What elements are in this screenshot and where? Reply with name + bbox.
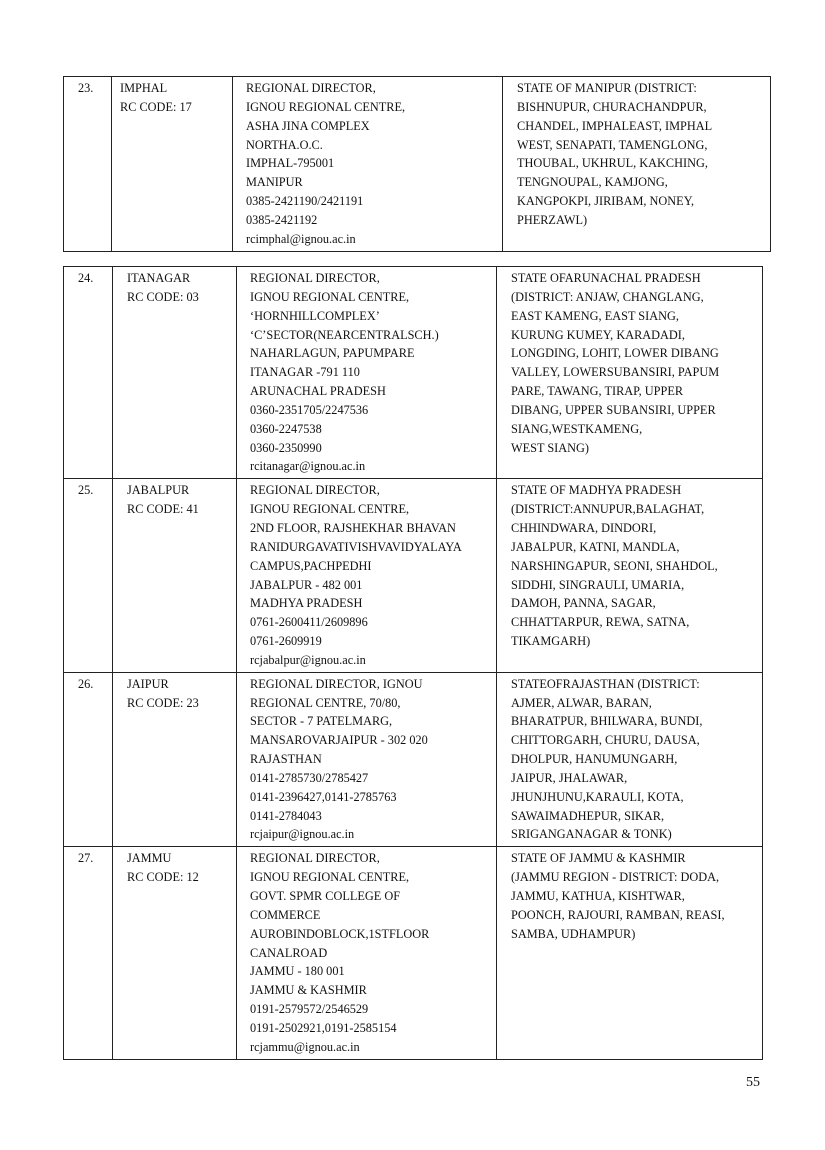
jurisdiction-line: BISHNUPUR, CHURACHANDPUR, bbox=[517, 99, 707, 114]
address-line: JABALPUR - 482 001 bbox=[250, 577, 363, 592]
centre-address bbox=[237, 267, 497, 479]
address-line: NORTHA.O.C. bbox=[246, 137, 323, 152]
entry-number bbox=[64, 479, 113, 672]
jurisdiction-line: WEST SIANG) bbox=[511, 440, 589, 455]
jurisdiction-line: (DISTRICT:ANNUPUR,BALAGHAT, bbox=[511, 502, 705, 517]
rc-table-2 bbox=[63, 266, 763, 1060]
jurisdiction-line: STATE OF MANIPUR (DISTRICT: bbox=[517, 81, 697, 95]
entry-number-text: 26. bbox=[78, 676, 94, 691]
jurisdiction-line: LONGDING, LOHIT, LOWER DIBANG bbox=[511, 346, 719, 361]
address-line: IGNOU REGIONAL CENTRE, bbox=[250, 502, 410, 517]
address-line: ‘HORNHILLCOMPLEX’ bbox=[250, 308, 380, 323]
address-line: 0141-2784043 bbox=[250, 808, 322, 823]
jurisdiction-line: PARE, TAWANG, TIRAP, UPPER bbox=[511, 384, 684, 399]
address-line: 0191-2579572/2546529 bbox=[250, 1002, 369, 1017]
centre-name: JAMMU bbox=[127, 851, 172, 866]
address-line: 0191-2502921,0191-2585154 bbox=[250, 1020, 397, 1035]
jurisdiction-line: TIKAMGARH) bbox=[511, 634, 591, 649]
jurisdiction-line: NARSHINGAPUR, SEONI, SHAHDOL, bbox=[511, 558, 718, 573]
entry-number-text: 25. bbox=[78, 483, 94, 498]
address-line: 0141-2785730/2785427 bbox=[250, 770, 369, 785]
jurisdiction-line: BHARATPUR, BHILWARA, BUNDI, bbox=[511, 714, 703, 729]
jurisdiction-line: (JAMMU REGION - DISTRICT: DODA, bbox=[511, 870, 720, 885]
address-line: RAJASTHAN bbox=[250, 752, 322, 767]
jurisdiction bbox=[503, 77, 771, 252]
table-row bbox=[64, 77, 771, 252]
jurisdiction bbox=[497, 267, 763, 479]
page-number: 55 bbox=[746, 1075, 760, 1090]
address-line: AUROBINDOBLOCK,1STFLOOR bbox=[250, 926, 430, 941]
jurisdiction-line: DIBANG, UPPER SUBANSIRI, UPPER bbox=[511, 402, 716, 417]
address-line: CANALROAD bbox=[250, 945, 328, 960]
address-line: rcimphal@ignou.ac.in bbox=[246, 231, 356, 246]
address-line: 0141-2396427,0141-2785763 bbox=[250, 789, 397, 804]
rc-code: RC CODE: 12 bbox=[127, 870, 199, 885]
centre-address bbox=[237, 479, 497, 672]
address-line: ITANAGAR -791 110 bbox=[250, 365, 360, 380]
jurisdiction-line: SIANG,WESTKAMENG, bbox=[511, 421, 643, 436]
address-line: ASHA JINA COMPLEX bbox=[246, 118, 370, 133]
jurisdiction-line: STATEOFRAJASTHAN (DISTRICT: bbox=[511, 676, 700, 691]
entry-number-text: 23. bbox=[78, 81, 94, 95]
jurisdiction-line: STATE OF JAMMU & KASHMIR bbox=[511, 851, 686, 866]
table-row bbox=[64, 479, 763, 672]
jurisdiction-line: STATE OFARUNACHAL PRADESH bbox=[511, 271, 701, 285]
centre-name: JAIPUR bbox=[127, 676, 169, 691]
entry-number-text: 27. bbox=[78, 851, 94, 866]
address-line: MANSAROVARJAIPUR - 302 020 bbox=[250, 733, 428, 748]
address-line: rcjaipur@ignou.ac.in bbox=[250, 827, 355, 842]
centre-name: IMPHAL bbox=[120, 81, 168, 95]
address-line: 0761-2600411/2609896 bbox=[250, 615, 368, 630]
jurisdiction-line: DAMOH, PANNA, SAGAR, bbox=[511, 596, 656, 611]
address-line: ‘C’SECTOR(NEARCENTRALSCH.) bbox=[250, 327, 439, 342]
regional-centre-name bbox=[113, 479, 237, 672]
jurisdiction bbox=[497, 479, 763, 672]
jurisdiction-line: JABALPUR, KATNI, MANDLA, bbox=[511, 539, 680, 554]
jurisdiction bbox=[497, 672, 763, 847]
rc-code: RC CODE: 41 bbox=[127, 502, 199, 517]
entry-number bbox=[64, 672, 113, 847]
address-line: rcjabalpur@ignou.ac.in bbox=[250, 652, 366, 667]
address-line: NAHARLAGUN, PAPUMPARE bbox=[250, 346, 415, 361]
address-line: GOVT. SPMR COLLEGE OF bbox=[250, 889, 401, 903]
centre-address bbox=[233, 77, 503, 252]
jurisdiction-line: WEST, SENAPATI, TAMENGLONG, bbox=[517, 137, 708, 152]
address-line: JAMMU - 180 001 bbox=[250, 964, 345, 979]
regional-centre-name bbox=[113, 267, 237, 479]
table-row bbox=[64, 847, 763, 1059]
jurisdiction-line: KANGPOKPI, JIRIBAM, NONEY, bbox=[517, 194, 695, 209]
address-line: REGIONAL CENTRE, 70/80, bbox=[250, 695, 401, 710]
address-line: MANIPUR bbox=[246, 175, 303, 190]
jurisdiction-line: SAWAIMADHEPUR, SIKAR, bbox=[511, 808, 665, 823]
entry-number-text: 24. bbox=[78, 271, 94, 285]
entry-number bbox=[64, 847, 113, 1059]
address-line: IGNOU REGIONAL CENTRE, bbox=[250, 870, 410, 885]
jurisdiction-line: TENGNOUPAL, KAMJONG, bbox=[517, 175, 668, 190]
centre-address bbox=[237, 672, 497, 847]
rc-code: RC CODE: 03 bbox=[127, 289, 199, 304]
address-line: REGIONAL DIRECTOR, bbox=[250, 271, 380, 285]
address-line: rcitanagar@ignou.ac.in bbox=[250, 459, 366, 474]
jurisdiction-line: CHHINDWARA, DINDORI, bbox=[511, 520, 657, 535]
jurisdiction-line: PHERZAWL) bbox=[517, 212, 588, 227]
address-line: 0385-2421190/2421191 bbox=[246, 194, 364, 209]
address-line: 0360-2351705/2247536 bbox=[250, 402, 369, 417]
address-line: RANIDURGAVATIVISHVAVIDYALAYA bbox=[250, 539, 462, 554]
jurisdiction-line: THOUBAL, UKHRUL, KAKCHING, bbox=[517, 156, 708, 171]
jurisdiction-line: EAST KAMENG, EAST SIANG, bbox=[511, 308, 679, 323]
jurisdiction-line: SRIGANGANAGAR & TONK) bbox=[511, 827, 672, 842]
address-line: IGNOU REGIONAL CENTRE, bbox=[246, 99, 406, 114]
jurisdiction-line: JHUNJHUNU,KARAULI, KOTA, bbox=[511, 789, 684, 804]
address-line: REGIONAL DIRECTOR, IGNOU bbox=[250, 676, 423, 691]
entry-number bbox=[64, 267, 113, 479]
jurisdiction-line: AJMER, ALWAR, BARAN, bbox=[511, 695, 652, 710]
address-line: COMMERCE bbox=[250, 907, 321, 922]
centre-name: ITANAGAR bbox=[127, 271, 191, 285]
jurisdiction-line: KURUNG KUMEY, KARADADI, bbox=[511, 327, 685, 342]
address-line: REGIONAL DIRECTOR, bbox=[250, 851, 380, 866]
centre-address bbox=[237, 847, 497, 1059]
rc-tbody-1 bbox=[64, 77, 771, 252]
address-line: 0360-2350990 bbox=[250, 440, 322, 455]
regional-centre-name bbox=[112, 77, 233, 252]
jurisdiction-line: CHANDEL, IMPHALEAST, IMPHAL bbox=[517, 118, 713, 133]
jurisdiction-line: STATE OF MADHYA PRADESH bbox=[511, 483, 682, 498]
jurisdiction-line: SIDDHI, SINGRAULI, UMARIA, bbox=[511, 577, 685, 592]
regional-centre-name bbox=[113, 847, 237, 1059]
regional-centre-name bbox=[113, 672, 237, 847]
address-line: REGIONAL DIRECTOR, bbox=[246, 81, 376, 95]
rc-table-1 bbox=[63, 76, 771, 252]
address-line: JAMMU & KASHMIR bbox=[250, 983, 367, 998]
table-row bbox=[64, 267, 763, 479]
jurisdiction-line: JAMMU, KATHUA, KISHTWAR, bbox=[511, 889, 685, 903]
address-line: CAMPUS,PACHPEDHI bbox=[250, 558, 372, 573]
address-line: 2ND FLOOR, RAJSHEKHAR BHAVAN bbox=[250, 520, 456, 535]
table-row bbox=[64, 672, 763, 847]
address-line: 0360-2247538 bbox=[250, 421, 322, 436]
jurisdiction-line: VALLEY, LOWERSUBANSIRI, PAPUM bbox=[511, 365, 720, 380]
rc-tbody-2 bbox=[64, 267, 763, 1060]
address-line: SECTOR - 7 PATELMARG, bbox=[250, 714, 393, 729]
address-line: IMPHAL-795001 bbox=[246, 156, 335, 171]
jurisdiction-line: POONCH, RAJOURI, RAMBAN, REASI, bbox=[511, 907, 725, 922]
jurisdiction-line: JAIPUR, JHALAWAR, bbox=[511, 770, 628, 785]
address-line: ARUNACHAL PRADESH bbox=[250, 384, 386, 399]
jurisdiction-line: (DISTRICT: ANJAW, CHANGLANG, bbox=[511, 289, 704, 304]
rc-code: RC CODE: 23 bbox=[127, 695, 199, 710]
address-line: MADHYA PRADESH bbox=[250, 596, 363, 611]
jurisdiction-line: CHHATTARPUR, REWA, SATNA, bbox=[511, 615, 690, 630]
jurisdiction-line: SAMBA, UDHAMPUR) bbox=[511, 926, 636, 941]
address-line: rcjammu@ignou.ac.in bbox=[250, 1039, 360, 1054]
centre-name: JABALPUR bbox=[127, 483, 190, 498]
address-line: REGIONAL DIRECTOR, bbox=[250, 483, 380, 498]
address-line: 0761-2609919 bbox=[250, 634, 322, 649]
address-line: 0385-2421192 bbox=[246, 212, 318, 227]
jurisdiction bbox=[497, 847, 763, 1059]
jurisdiction-line: DHOLPUR, HANUMUNGARH, bbox=[511, 752, 678, 767]
entry-number bbox=[64, 77, 112, 252]
jurisdiction-line: CHITTORGARH, CHURU, DAUSA, bbox=[511, 733, 700, 748]
rc-code: RC CODE: 17 bbox=[120, 99, 192, 114]
address-line: IGNOU REGIONAL CENTRE, bbox=[250, 289, 410, 304]
